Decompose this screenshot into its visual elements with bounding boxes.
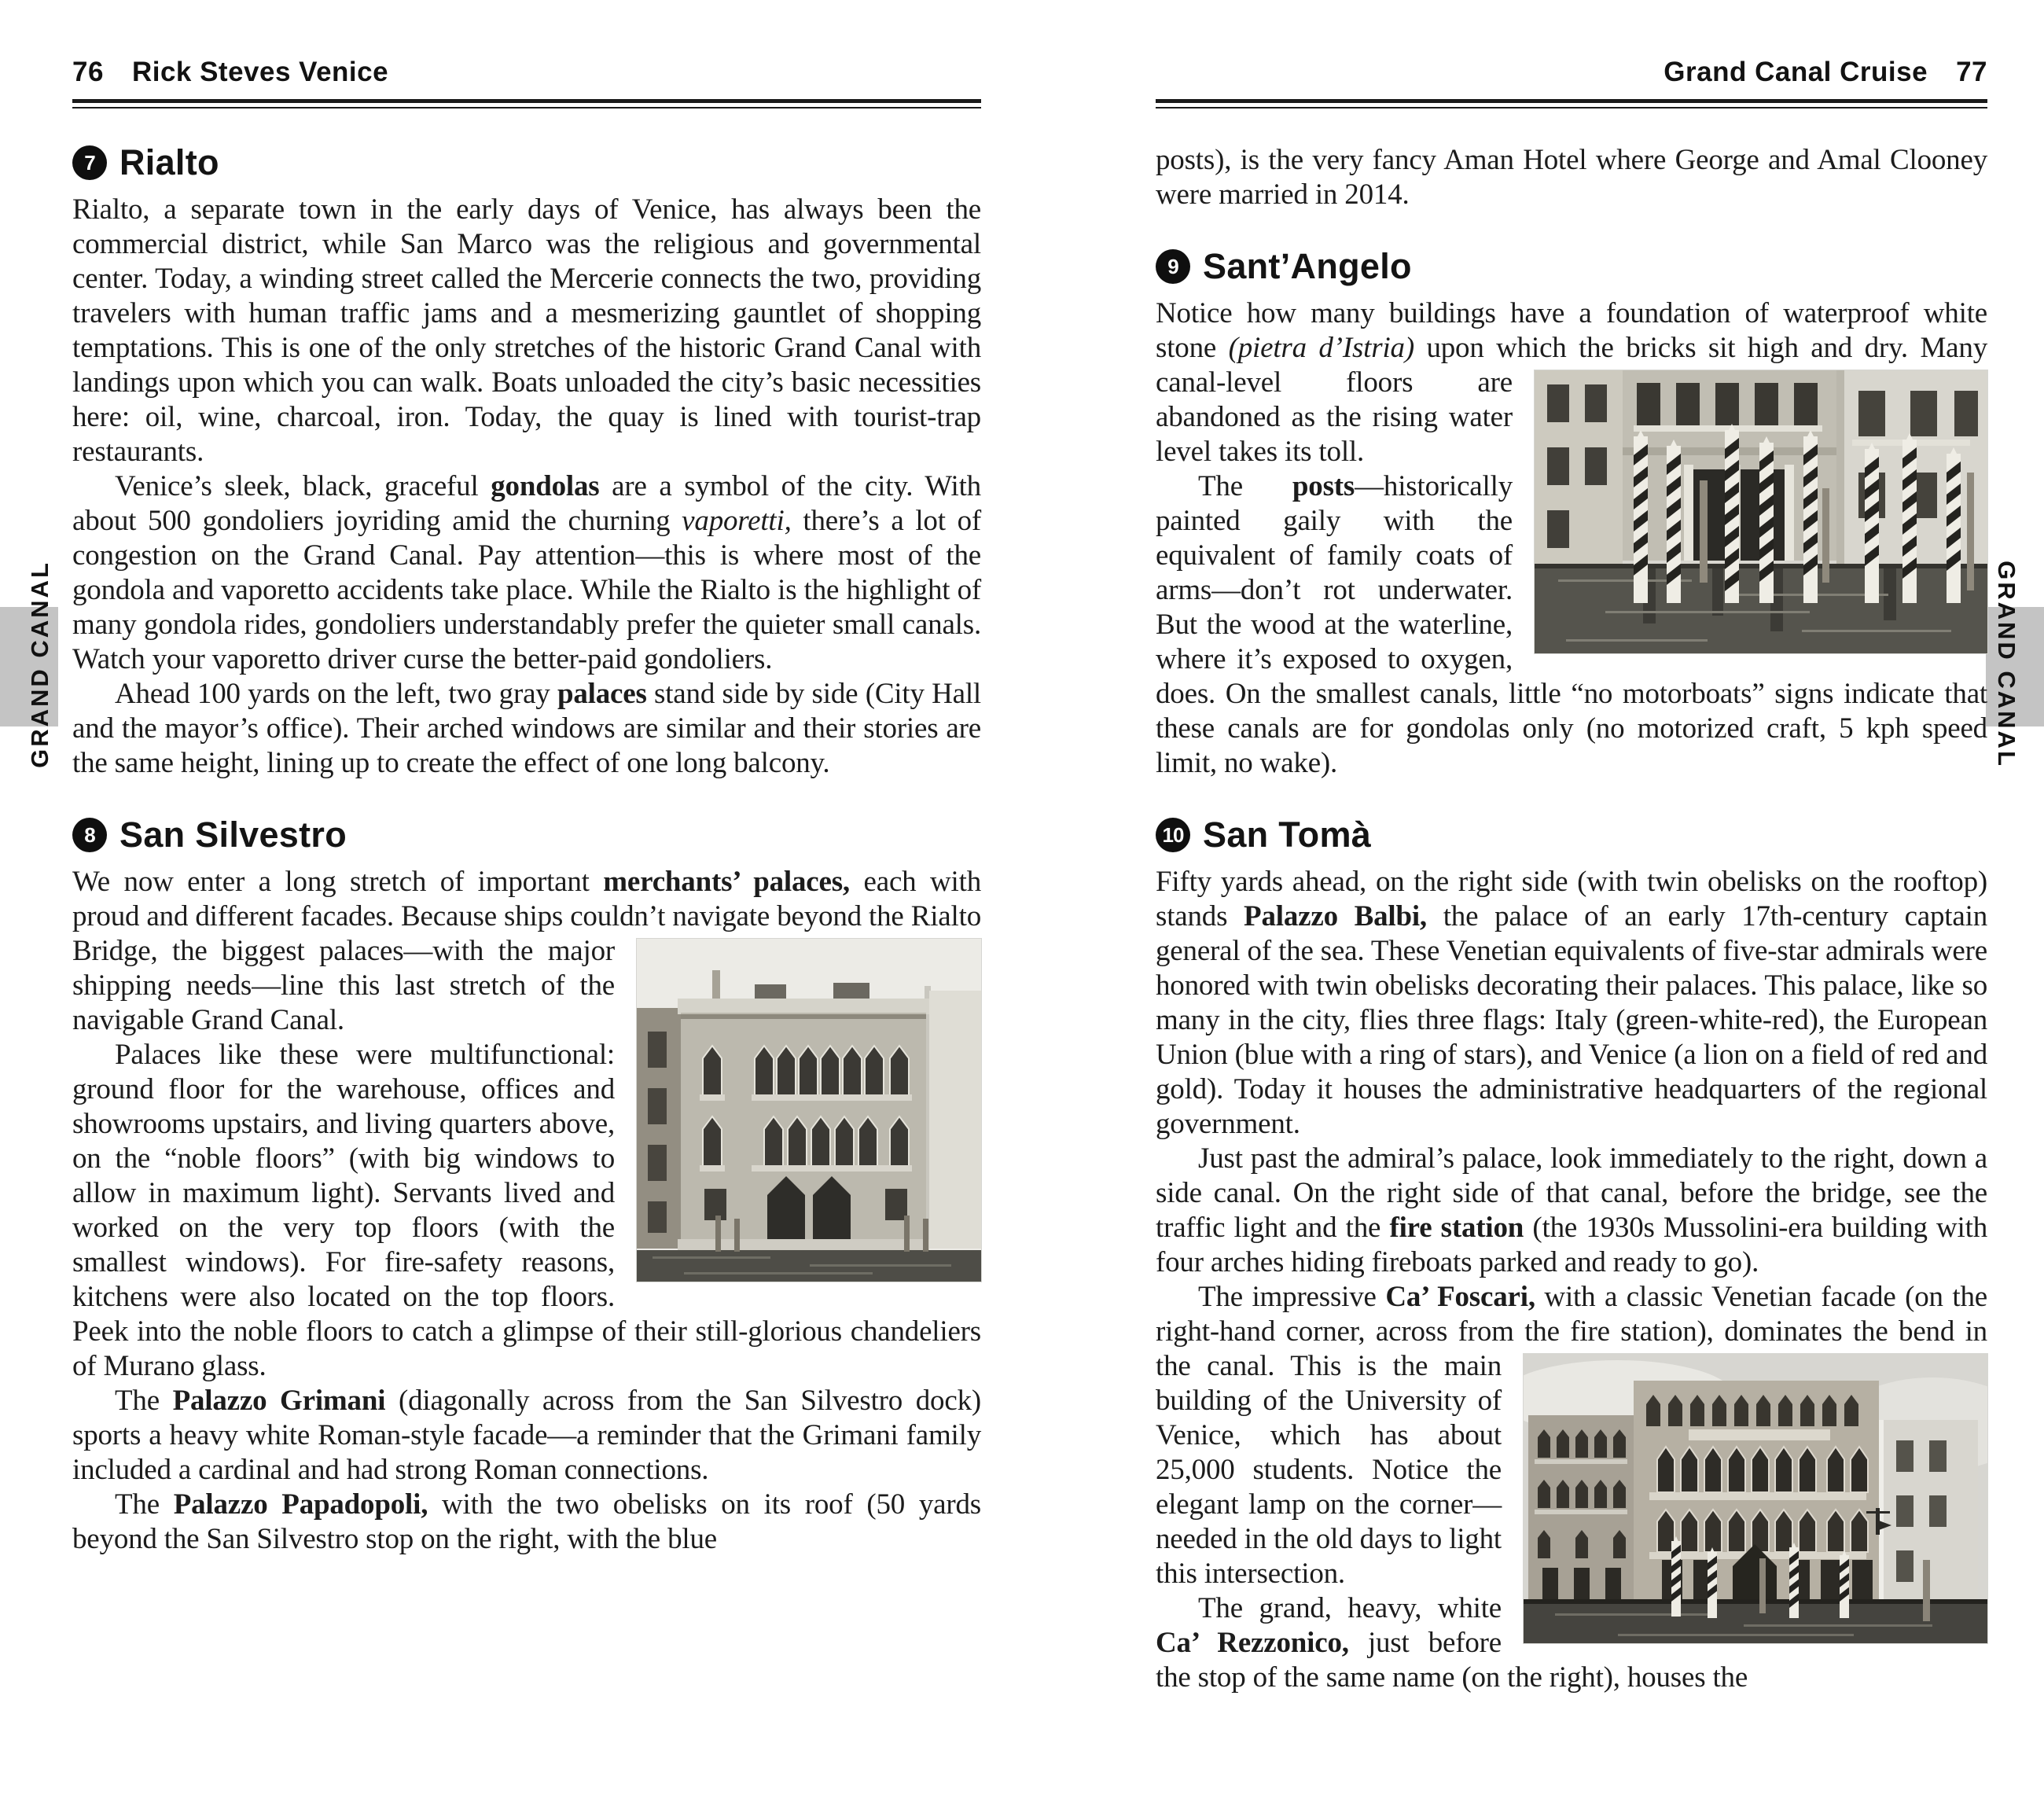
text-run: each with proud and different facades. Because ships couldn’t navigate <box>72 866 981 932</box>
text-run: are a symbol of the city. With about 500 gondoliers joyriding amid the churning <box>72 470 981 537</box>
section-body <box>72 193 981 781</box>
text-run: the bend in the canal. This is the main building of the University of Venice, which has about 25,000 students. Notice the elegant lamp on the corner—needed in the old days to light this intersection. <box>1156 1315 1987 1590</box>
paragraph <box>72 1384 981 1488</box>
page-number: 77 <box>1956 57 1987 87</box>
text-run: posts <box>1292 470 1355 502</box>
text-run: Palazzo Balbi, <box>1244 900 1427 932</box>
text-run: The <box>115 1488 174 1521</box>
stop-number-badge: 9 <box>1156 249 1190 284</box>
paragraph <box>72 469 981 677</box>
stop-number-badge: 8 <box>72 818 107 852</box>
photo-ca-foscari <box>1524 1354 1987 1643</box>
text-run: with the two obelisks on its roof (50 yards beyond the San Silvestro stop on the right, with the blue <box>72 1488 981 1555</box>
text-run: Ahead 100 yards on the left, two gray <box>115 678 557 710</box>
text-run: The grand, heavy, white <box>1198 1592 1502 1624</box>
text-run: palaces <box>557 678 647 710</box>
text-run: We now enter a long stretch of important <box>72 866 604 898</box>
paragraph <box>72 1488 981 1557</box>
text-run: gondolas <box>491 470 600 502</box>
section-title: San Silvestro <box>119 815 347 855</box>
page-number: 76 <box>72 57 104 87</box>
text-run: Rialto, a separate town in the early days of Venice, has always been the commercial district, while San Marco was the religious and governmental center. Today, a winding street called the Mercerie connects the two, providing travelers with human traffic jams and a mesmerizing gauntlet of shopping temptations. This is one of the only stretches of the historic Grand Canal with landings upon which you can walk. Boats unloaded the city’s basic necessities here: oil, wine, charcoal, iron. Today, the quay is lined with tourist-trap restaurants. <box>72 193 981 468</box>
section-title: Rialto <box>119 142 219 182</box>
text-run: posts), is the very fancy Aman Hotel where George and Amal Clooney were married in 2014. <box>1156 144 1987 211</box>
section-title: Sant’Angelo <box>1203 246 1412 286</box>
text-run: (pietra d’Istria) <box>1228 332 1414 364</box>
paragraph <box>1156 143 1987 212</box>
text-run: just before the stop of the same name (on the right), houses the <box>1156 1627 1748 1694</box>
text-run: Just past the admiral’s palace, look immediately to the right, down a side canal. On the right side of that canal, before the bridge, see the traffic light and the <box>1156 1142 1987 1244</box>
section-heading-san-silvestro <box>72 815 981 855</box>
section-body <box>72 865 981 1557</box>
text-run: canal-level floors are abandoned as the rising water level takes its toll. <box>1156 366 1513 468</box>
text-run: —historically painted gaily with the equivalent of family coats of arms—don’t rot underwater. But the wood at the waterline, where it’s exposed to oxygen, does. On the smallest canals, little “no motorboats” signs indicate that these canals are for gondolas only (no motorized craft, 5 kph speed limit, no wake). <box>1156 470 1987 779</box>
section-heading-san-toma <box>1156 815 1987 855</box>
margin-tab-left-label: GRAND CANAL <box>26 561 53 768</box>
paragraph <box>72 193 981 469</box>
stop-number-badge: 7 <box>72 145 107 180</box>
photo-san-silvestro-palace <box>637 939 981 1282</box>
paragraph <box>72 865 981 1038</box>
section-san-toma <box>1156 817 1987 1695</box>
paragraph <box>72 677 981 781</box>
left-page <box>72 57 981 1557</box>
text-run: Notice how many buildings have a foundation of waterproof white stone <box>1156 297 1987 364</box>
header-rule <box>1156 99 1987 109</box>
text-run: vaporetti, <box>682 505 792 537</box>
section-title: San Tomà <box>1203 815 1372 855</box>
text-run: Venice’s sleek, black, graceful <box>115 470 491 502</box>
ca-foscari-illustration <box>1524 1354 1987 1643</box>
text-run: Palazzo Papadopoli, <box>173 1488 428 1521</box>
text-run: The <box>115 1385 173 1417</box>
text-run: Palazzo Grimani <box>172 1385 386 1417</box>
section-heading-sant-angelo <box>1156 248 1987 284</box>
text-run: Palaces like these were multifunctional: ground floor for the warehouse, offices and showrooms upstairs, and living quarters above, on the “noble floors” (with big windows to allow in maximum light). Servants lived and worked on the very top floors (with the smallest windows). For fire-safety reasons, kitchens were also located on the top floors. Peek into the noble floors to catch a glimpse of their still-glorious chandeliers of Murano glass. <box>72 1039 981 1382</box>
section-rialto <box>72 142 981 781</box>
running-head: Rick Steves Venice <box>131 57 389 87</box>
running-head: Grand Canal Cruise <box>1664 57 1928 87</box>
section-body <box>1156 865 1987 1695</box>
text-run: beyond the Rialto Bridge, the biggest palaces—with the major shipping needs—line this last stretch of the navigable Grand Canal. <box>72 900 981 1036</box>
text-run: Ca’ Foscari, <box>1385 1281 1535 1313</box>
text-run: Fifty yards ahead, on the right side (with twin obelisks on the rooftop) stands <box>1156 866 1987 932</box>
text-run: The impressive <box>1198 1281 1386 1313</box>
stop-number-badge: 10 <box>1156 818 1190 852</box>
section-san-silvestro <box>72 817 981 1557</box>
palace-facade-illustration <box>637 939 981 1282</box>
margin-tab-right-label: GRAND CANAL <box>1993 561 2020 768</box>
right-page-header <box>1156 57 1987 88</box>
text-run: the palace of an early 17th-century captain general of the sea. These Venetian equivalents of five-star admirals were honored with twin obelisks decorating their palaces. This palace, like so many in the city, flies three flags: Italy (green-white-red), the European Union (blue with a ring of stars), and Venice (a lion on a field of red and gold). Today it houses the administrative headquarters of the regional government. <box>1156 900 1987 1140</box>
text-run: Ca’ Rezzonico, <box>1156 1627 1349 1659</box>
paragraph <box>1156 865 1987 1142</box>
section-body <box>1156 296 1987 781</box>
header-rule <box>72 99 981 109</box>
paragraph <box>1156 1142 1987 1280</box>
section-heading-rialto <box>72 142 981 182</box>
right-page <box>1156 57 1987 1695</box>
text-run: with a classic Venetian facade (on the right-hand corner, across from the fire station), dominates <box>1156 1281 1987 1348</box>
text-run: stand side by side (City Hall and the mayor’s office). Their arched windows are similar and their stories are the same height, lining up to create the effect of one long balcony. <box>72 678 981 779</box>
paragraph <box>1156 296 1987 469</box>
text-run: upon which the bricks sit high and dry. Many <box>1414 332 1988 364</box>
mooring-posts-illustration <box>1535 370 1987 653</box>
continuation-text <box>1156 143 1987 212</box>
text-run: there’s a lot of congestion on the Grand Canal. Pay attention—this is where most of the gondola and vaporetto accidents take place. While the Rialto is the highlight of many gondola rides, gondoliers understandably prefer the quieter small canals. Watch your vaporetto driver curse the better-paid gondoliers. <box>72 505 981 675</box>
text-run: (the 1930s Mussolini-era building with four arches hiding fireboats parked and ready to go). <box>1156 1212 1988 1278</box>
left-page-header <box>72 57 981 88</box>
text-run: The <box>1198 470 1292 502</box>
text-run: merchants’ palaces, <box>603 866 850 898</box>
section-sant-angelo <box>1156 248 1987 781</box>
text-run: fire station <box>1389 1212 1524 1244</box>
paragraph <box>1156 1280 1987 1591</box>
text-run: (diagonally across from the San Silvestro dock) sports a heavy white Roman-style facade—a reminder that the Grimani family included a cardinal and had strong Roman connections. <box>72 1385 981 1486</box>
photo-striped-mooring-posts <box>1535 370 1987 653</box>
